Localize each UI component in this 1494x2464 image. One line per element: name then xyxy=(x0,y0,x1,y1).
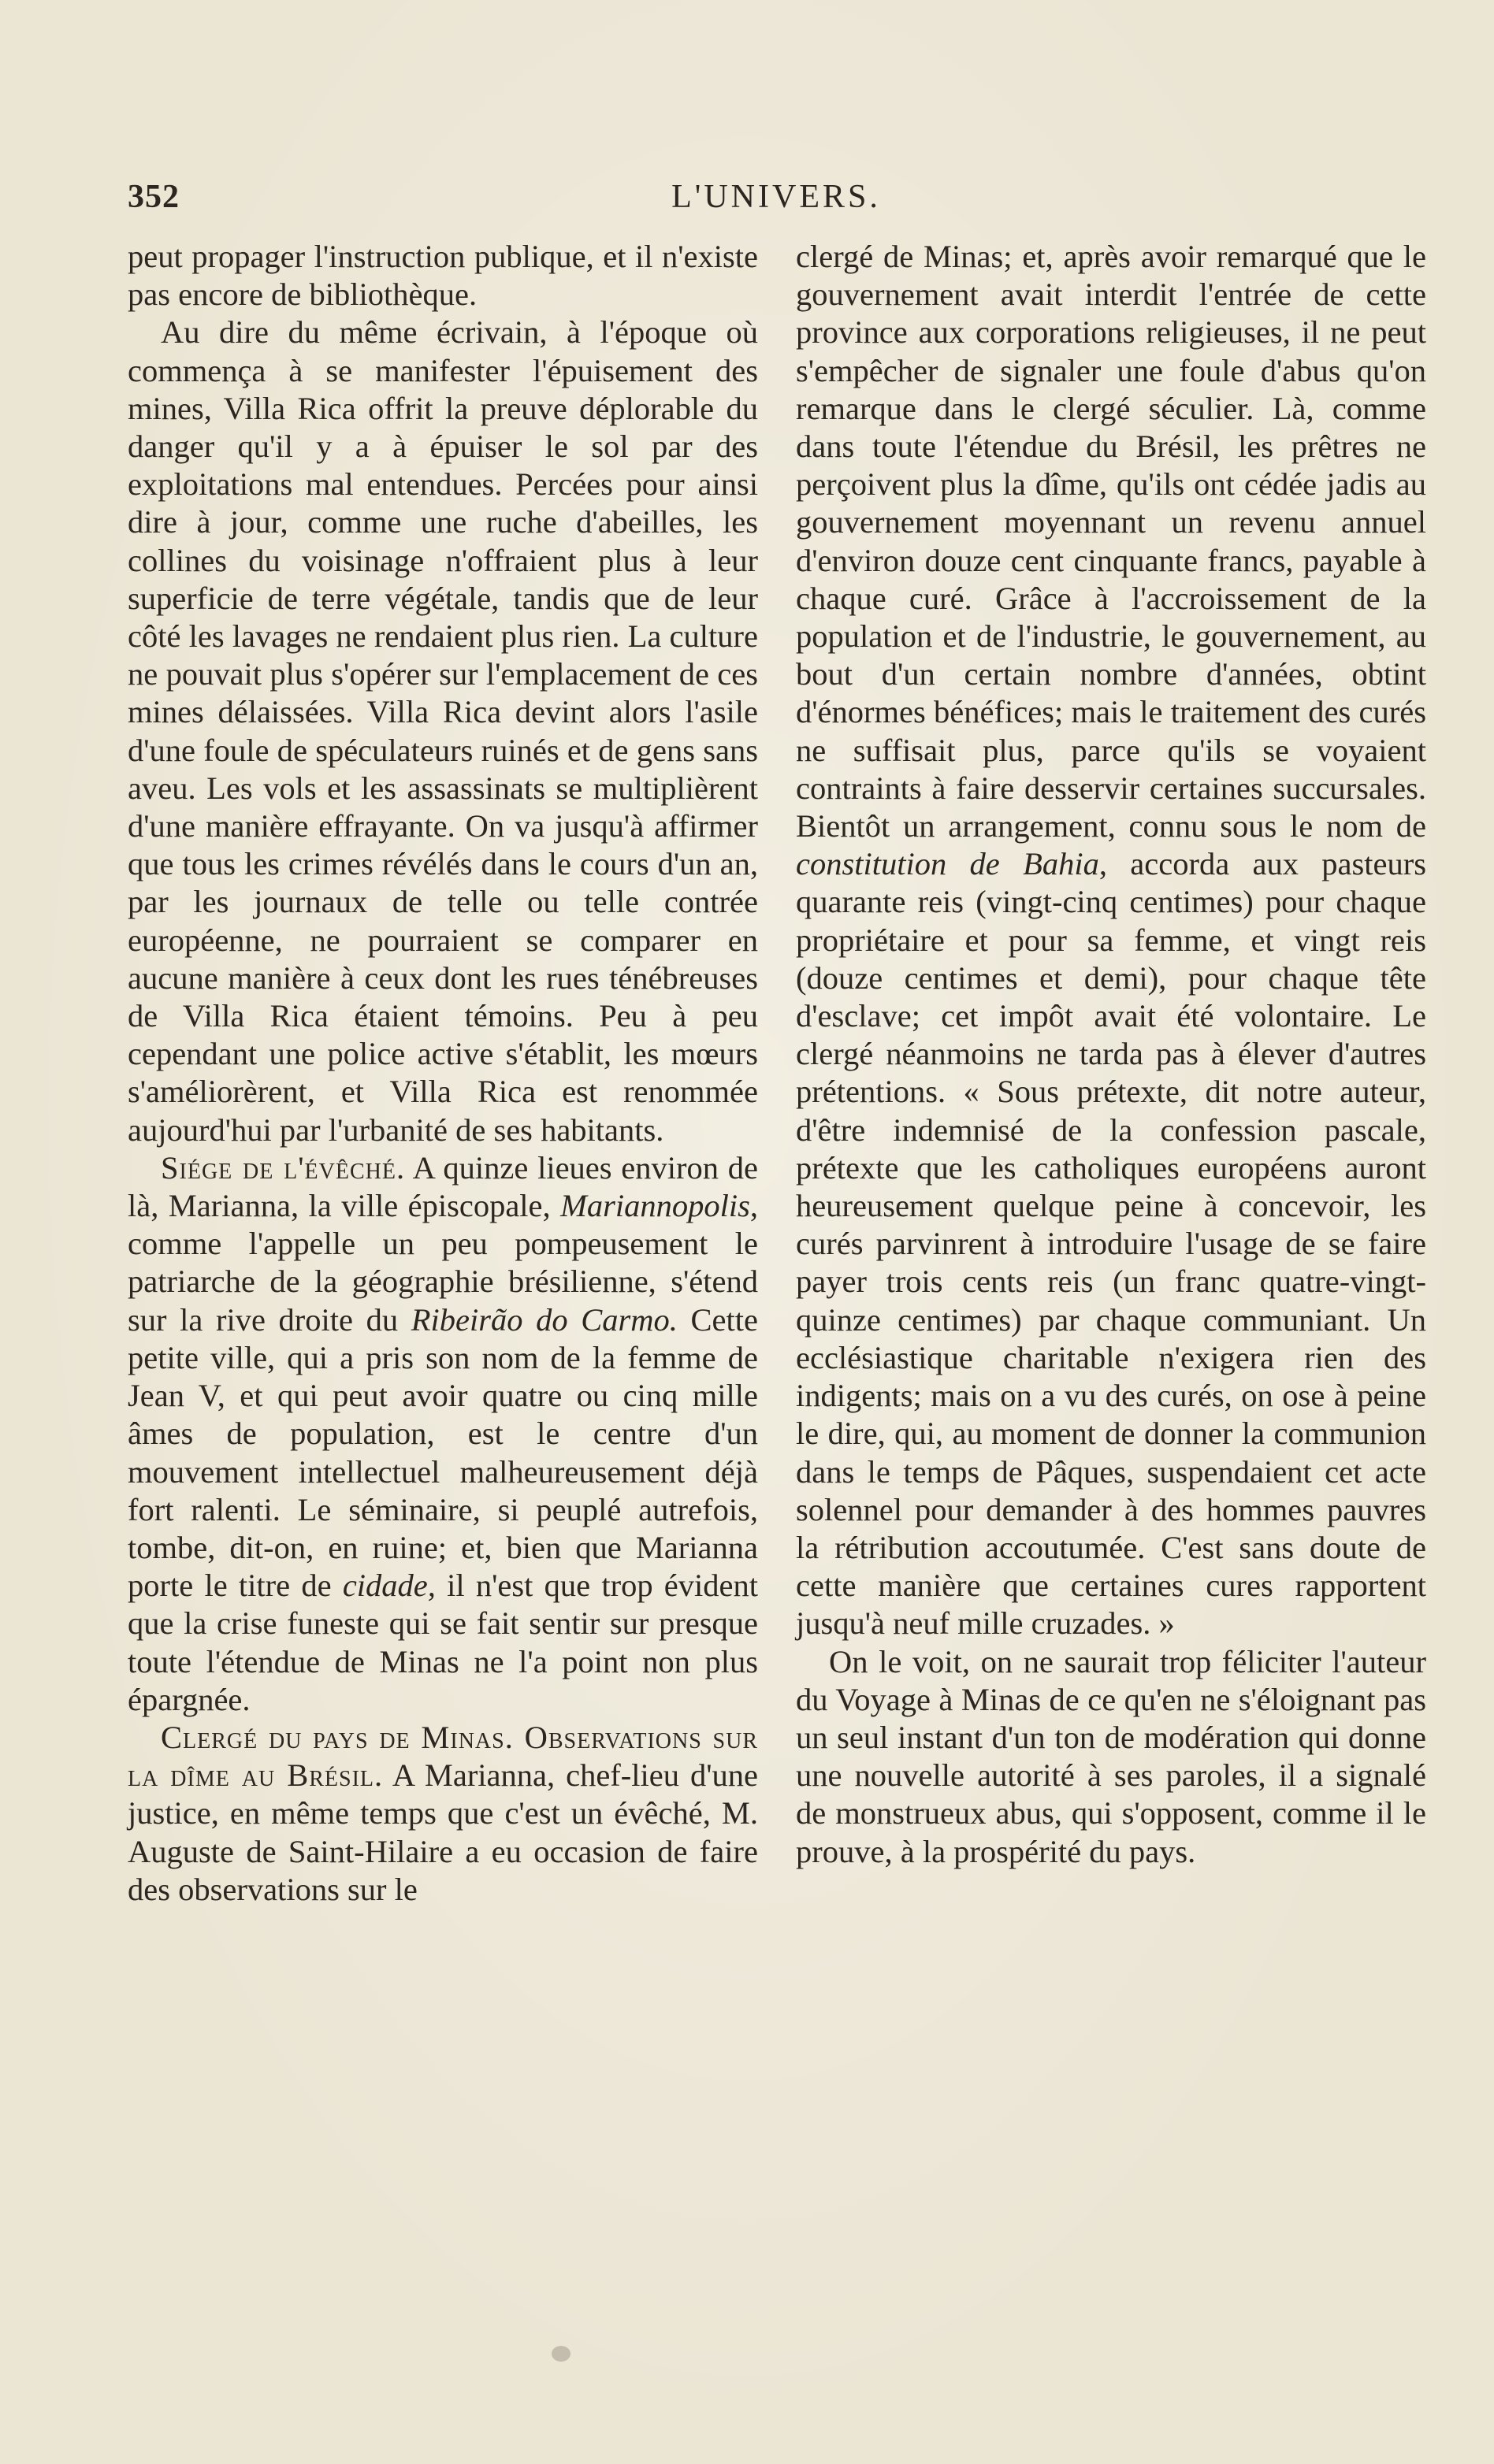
text-run: A quinze lieues environ de là, Marianna, la ville épiscopale, xyxy=(128,1149,759,1224)
text-run: Cette petite ville, qui a pris son nom de la femme de Jean V, et qui peut avoir quatre ou cinq mille âmes de population, est le centre d'un mouvement intellectuel malheureusement déjà fort ralenti. Le séminaire, si peuplé autrefois, tombe, dit-on, en ruine; et, bien que Marianna porte le titre de xyxy=(128,1301,758,1604)
text-run: A Marianna, chef-lieu d'une justice, en même temps que c'est un évêché, M. Auguste de Saint-Hilaire a eu occasion de faire des observations sur le xyxy=(128,1757,758,1907)
text-run: clergé de Minas; et, après avoir remarqué que le gouvernement avait interdit l'entrée de cette province aux corporations religieuses, il ne peut s'empêcher de signaler une foule d'abus qu'on remarque dans le clergé séculier. Là, comme dans toute l'étendue du Brésil, les prêtres ne perçoivent plus la dîme, qu'ils ont cédée jadis au gouvernement moyennant un revenu annuel d'environ douze cent cinquante francs, payable à chaque curé. Grâce à l'accroissement de la population et de l'industrie, le gouvernement, au bout d'un certain nombre d'années, obtint d'énormes bénéfices; mais le traitement des curés ne suffisait plus, parce qu'ils se voyaient contraints à faire desservir certaines succursales. Bientôt un arrangement, connu sous le nom de xyxy=(796,239,1426,844)
paragraph: peut propager l'instruction publique, et il n'existe pas encore de bibliothèque. xyxy=(128,239,758,313)
section-paragraph-clerge xyxy=(128,1719,758,1909)
left-column xyxy=(128,238,758,1909)
italic-text: cidade, xyxy=(342,1568,436,1604)
section-heading: Siége de l'évêché. xyxy=(161,1149,406,1186)
page-header xyxy=(128,178,1425,225)
paragraph: On le voit, on ne saurait trop féliciter l'auteur du Voyage à Minas de ce qu'en ne s'éloignant pas un seul instant d'un ton de modération qui donne une nouvelle autorité à ses paroles, il a signalé de monstrueux abus, qui s'opposent, comme il le prouve, à la prospérité du pays. xyxy=(796,1643,1426,1869)
italic-text: constitution de Bahia xyxy=(796,846,1099,882)
italic-text: Mariannopolis xyxy=(560,1188,750,1224)
paragraph xyxy=(796,238,1426,1643)
section-paragraph-eveche xyxy=(128,1149,758,1719)
running-head: L'UNIVERS. xyxy=(671,179,881,215)
text-run: , comme l'appelle un peu pompeusement le patriarche de la géographie brésilienne, s'étend sur la rive droite du xyxy=(128,1188,758,1338)
page-number: 352 xyxy=(128,179,180,215)
italic-text: Ribeirão do Carmo. xyxy=(411,1301,678,1338)
paragraph: Au dire du même écrivain, à l'époque où commença à se manifester l'épuisement des mines, Villa Rica offrit la preuve déplorable du danger qu'il y a à épuiser le sol par des exploitations mal entendues. Percées pour ainsi dire à jour, comme une ruche d'abeilles, les collines du voisinage n'offraient plus à leur superficie de terre végétale, tandis que de leur côté les lavages ne rendaient plus rien. La culture ne pouvait plus s'opérer sur l'emplacement de ces mines délaissées. Villa Rica devint alors l'asile d'une foule de spéculateurs ruinés et de gens sans aveu. Les vols et les assassinats se multiplièrent d'une manière effrayante. On va jusqu'à affirmer que tous les crimes révélés dans le cours d'un an, par les journaux de telle ou telle contrée européenne, ne pourraient se comparer en aucune manière à ceux dont les rues ténébreuses de Villa Rica étaient témoins. Peu à peu cependant une police active s'établit, les mœurs s'améliorèrent, et Villa Rica est renommée aujourd'hui par l'urbanité de ses habitants. xyxy=(128,314,758,1148)
section-heading: Clergé du pays de Minas. Observations sur la dîme au Brésil. xyxy=(128,1719,758,1794)
ink-smudge xyxy=(552,2346,570,2362)
right-column xyxy=(796,238,1426,1871)
text-run: il n'est que trop évident que la crise funeste qui se fait sentir sur presque toute l'étendue de Minas ne l'a point non plus épargnée. xyxy=(128,1568,759,1717)
text-run: , accorda aux pasteurs quarante reis (vingt-cinq centimes) pour chaque propriétaire et pour sa femme, et vingt reis (douze centimes et demi), pour chaque tête d'esclave; cet impôt avait été volontaire. Le clergé néanmoins ne tarda pas à élever d'autres prétentions. « Sous prétexte, dit notre auteur, d'être indemnisé de la confession pascale, prétexte que les catholiques européens auront heureusement quelque peine à concevoir, les curés parvinrent à introduire l'usage de se faire payer trois cents reis (un franc quatre-vingt-quinze centimes) par chaque communiant. Un ecclésiastique charitable n'exigera rien des indigents; mais on a vu des curés, on ose à peine le dire, qui, au moment de donner la communion dans le temps de Pâques, suspendaient cet acte solennel pour demander à des hommes pauvres la rétribution accoutumée. C'est sans doute de cette manière que certaines cures rapportent jusqu'à neuf mille cruzades. » xyxy=(796,846,1426,1642)
